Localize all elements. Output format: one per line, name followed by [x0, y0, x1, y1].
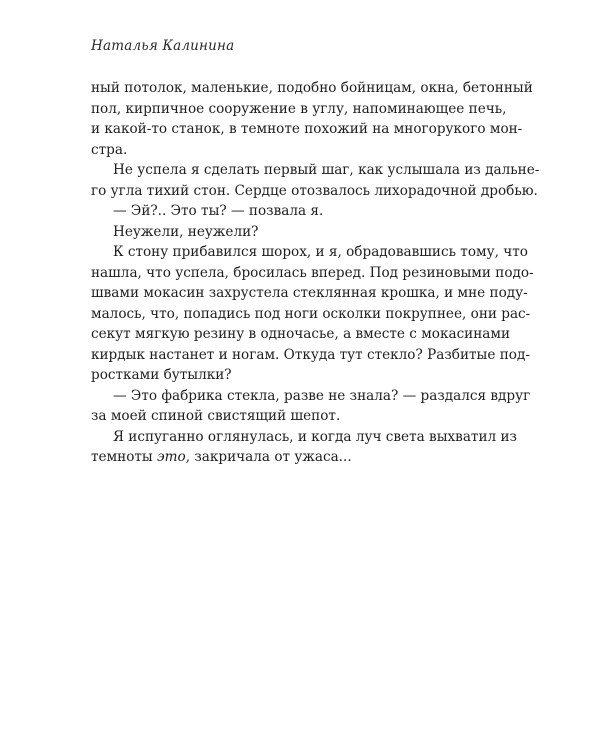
text-line: Не успела я сделать первый шаг, как услышала из дальне- [113, 162, 540, 178]
text-line: ный потолок, маленькие, подобно бойницам, окна, бетонный [91, 80, 533, 96]
text-fragment: темноты [91, 449, 158, 465]
dialogue-line: — Эй?.. Это ты? — позвала я. [113, 203, 324, 219]
text-line-with-emphasis [91, 447, 498, 468]
text-line: стра. [91, 141, 128, 158]
text-line: пол, кирпичное сооружение в углу, напоминающее печь, [91, 100, 507, 117]
dialogue-line: — Это фабрика стекла, разве не знала? — раздался вдруг [113, 387, 531, 404]
text-line: за моей спиной свистящий шепот. [91, 408, 341, 424]
text-line: Неужели, неужели? [113, 223, 259, 240]
text-line: го угла тихий стон. Сердце отозвалось лихорадочной дробью. [91, 182, 538, 199]
text-line: ростками бутылки? [91, 367, 232, 383]
text-line: К стону прибавился шорох, и я, обрадовавшись тому, что [113, 244, 528, 260]
text-line: швами мокасин захрустела стеклянная крошка, и мне поду- [91, 285, 528, 301]
body-text [91, 78, 540, 468]
text-line: малось, что, попадись под ноги осколки покрупнее, они рас- [91, 305, 531, 322]
emphasized-word: это [157, 449, 186, 465]
text-line: секут мягкую резину в одночасье, а вместе с мокасинами [91, 326, 511, 342]
running-header: Наталья Калинина [91, 38, 235, 54]
text-line: Я испуганно оглянулась, и когда луч света выхватил из [113, 428, 517, 445]
text-line: и какой-то станок, в темноте похожий на многорукого мон- [91, 121, 523, 137]
text-line: нашла, что успела, бросилась вперед. Под резиновыми подо- [91, 264, 534, 281]
text-line: кирдык настанет и ногам. Откуда тут стекло? Разбитые под- [91, 346, 530, 363]
text-fragment: , закричала от ужаса... [185, 449, 352, 465]
